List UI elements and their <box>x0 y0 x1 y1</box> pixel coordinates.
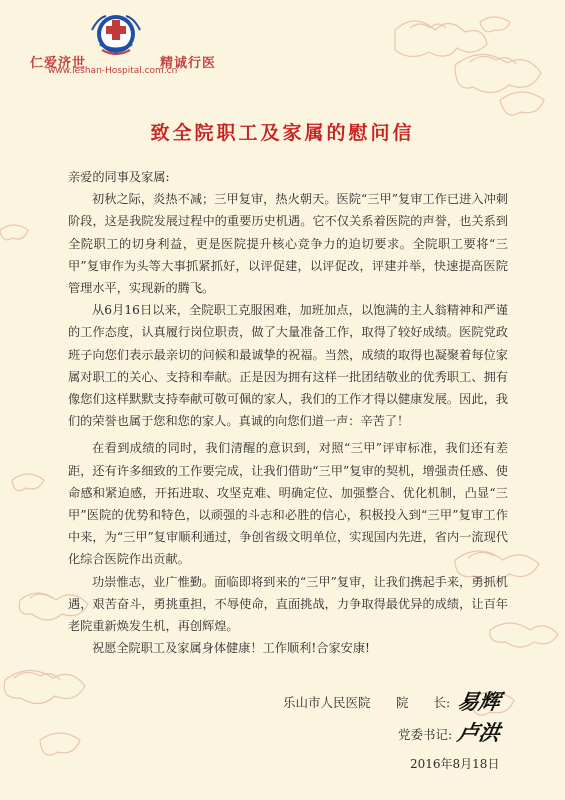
slogan-right: 精诚行医 <box>160 56 217 71</box>
paragraph-5: 祝愿全院职工及家属身体健康！工作顺利!合家安康! <box>92 641 370 656</box>
letter-title: 致全院职工及家属的慰问信 <box>150 122 415 144</box>
paragraph-3: 在看到成绩的同时，我们清醒的意识到，对照“三甲”评审标准，我们还有差距，还有许多细致的工作要完成，让我们借助“三甲”复审的契机，增强责任感、使命感和紧迫感，开拓进取、攻坚克难、明确定位、加强整合、优化机制，凸显“三甲”医院的优势和特色，以顽强的斗志和必胜的信心，积极投入到“三甲”复审工作中来，为“三甲”复审顺利通过，争创省级文明单位，实现国内先进，省内一流现代化综合医院作出贡献。 <box>68 441 508 567</box>
signature-president <box>455 686 503 716</box>
hospital-logo-icon <box>88 10 144 62</box>
signature-org: 乐山市人民医院 <box>283 695 371 710</box>
president-signature: 易辉 <box>455 689 503 714</box>
signature-secretary <box>455 717 503 747</box>
signature-role-secretary: 党委书记: <box>398 727 453 742</box>
paragraph-4: 功崇惟志，业广惟勤。面临即将到来的“三甲”复审，让我们携起手来，勇抓机遇，艰苦奋斗，勇挑重担，不辱使命，直面挑战，力争取得最优异的成绩，让百年老院重新焕发生机，再创辉煌。 <box>68 574 508 634</box>
hospital-header <box>0 0 565 90</box>
slogan-left: 仁爱济世 <box>30 56 87 71</box>
greeting: 亲爱的同事及家属: <box>68 170 170 184</box>
letter-date: 2016年8月18日 <box>410 757 500 771</box>
hospital-website: www.leshan-Hospital.com.cn <box>48 66 178 76</box>
paragraph-1: 初秋之际，炎热不减；三甲复审，热火朝天。医院“三甲”复审工作已进入冲刺阶段，这是我院发展过程中的重要历史机遇。它不仅关系着医院的声誉，也关系到全院职工的切身利益，更是医院提升核心竞争力的迫切要求。全院职工要将“三甲”复审作为头等大事抓紧抓好，以评促建，以评促改，评建并举，快速提高医院管理水平，实现新的腾飞。 <box>68 192 508 296</box>
signature-role-president: 院 长: <box>396 695 451 710</box>
letter-body <box>68 166 508 659</box>
paragraph-2: 从6月16日以来，全院职工克服困难，加班加点，以饱满的主人翁精神和严谨的工作态度，认真履行岗位职责，做了大量准备工作，取得了较好成绩。医院党政班子向您们表示最亲切的问候和最诚挚的祝福。当然，成绩的取得也凝聚着每位家属对职工的关心、支持和奉献。正是因为拥有这样一批团结敬业的优秀职工、拥有像您们这样默默支持奉献可敬可佩的家人，我们的工作才得以健康发展。因此，我们的荣誉也属于您和您的家人。真诚的向您们道一声：辛苦了！ <box>68 303 508 429</box>
secretary-signature: 卢洪 <box>455 720 503 745</box>
